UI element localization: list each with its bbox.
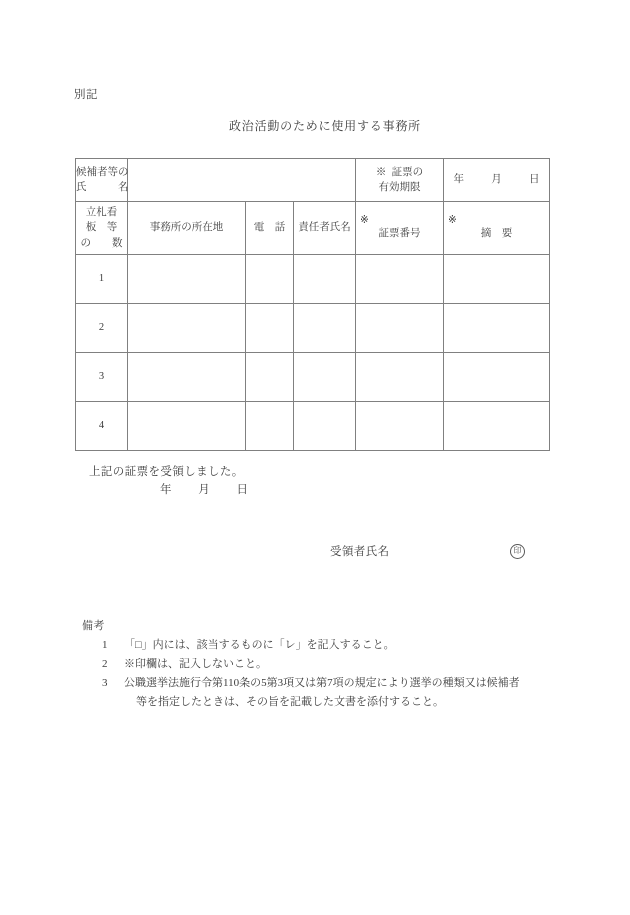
column-header-phone: 電 話 [246,202,294,255]
table-row [76,255,550,304]
note-text: ※印欄は、記入しないこと。 [124,657,267,670]
ticket-number-marker-icon: ※ [360,215,369,227]
row-manager-input[interactable] [294,402,356,451]
row-ticket-number-input[interactable] [356,255,444,304]
column-header-remarks [444,202,550,255]
page-title: 政治活動のために使用する事務所 [228,119,421,133]
bekki-label: 別記 [74,89,98,101]
row-phone-input[interactable] [246,402,294,451]
receipt-date-input[interactable] [160,481,248,497]
table-column-header-row [76,202,550,255]
validity-day-label: 日 [529,174,540,186]
note-item [82,636,552,655]
row-ticket-number-input[interactable] [356,304,444,353]
candidate-name-label-line2: 氏 名 [76,182,129,193]
row-manager-input[interactable] [294,255,356,304]
ticket-number-label: 証票番号 [378,227,421,239]
seal-stamp-icon [510,543,525,559]
office-form-table [75,158,550,451]
row-phone-input[interactable] [246,255,294,304]
note-number: 1 [102,638,108,651]
validity-label-line2: 有効期限 [378,182,421,193]
receiver-signature-field[interactable] [330,543,530,559]
note-text: 「□」内には、該当するものに「レ」を記入すること。 [124,638,395,651]
remarks-label: 摘 要 [480,227,513,239]
remarks-marker-icon: ※ [448,215,457,227]
validity-date-input[interactable] [444,159,550,202]
table-row [76,402,550,451]
row-ticket-number-input[interactable] [356,353,444,402]
row-remarks-input[interactable] [444,255,550,304]
table-header-row-candidate [76,159,550,202]
receipt-day-label: 日 [236,484,248,496]
note-number: 2 [102,657,108,670]
row-address-input[interactable] [128,304,246,353]
row-phone-input[interactable] [246,353,294,402]
validity-date-fields [454,172,540,187]
validity-label-text1: 証票の [391,166,424,178]
row-number: 3 [76,353,128,402]
validity-period-label [356,159,444,202]
notes-section [82,617,552,712]
note-item [82,674,552,712]
row-number: 4 [76,402,128,451]
signboard-count-line2: 板 等 [85,222,118,234]
note-number: 3 [102,676,108,689]
column-header-ticket-number [356,202,444,255]
column-header-address: 事務所の所在地 [128,202,246,255]
row-address-input[interactable] [128,255,246,304]
row-remarks-input[interactable] [444,304,550,353]
receiver-signature-label: 受領者氏名 [330,546,390,558]
receipt-statement: 上記の証票を受領しました。 [89,466,244,478]
receipt-year-label: 年 [160,484,199,496]
validity-year-label: 年 [453,174,492,186]
row-manager-input[interactable] [294,353,356,402]
table-row [76,353,550,402]
validity-marker-icon: ※ [375,166,387,178]
row-address-input[interactable] [128,353,246,402]
note-continuation: 等を指定したときは、その旨を記載した文書を添付すること。 [136,695,444,708]
signboard-count-line3: の 数 [80,237,123,249]
note-item [82,655,552,674]
notes-heading: 備考 [82,620,105,632]
row-manager-input[interactable] [294,304,356,353]
table-row [76,304,550,353]
row-remarks-input[interactable] [444,353,550,402]
row-number: 2 [76,304,128,353]
row-address-input[interactable] [128,402,246,451]
row-remarks-input[interactable] [444,402,550,451]
signboard-count-line1: 立札看 [85,207,118,219]
validity-month-label: 月 [491,174,530,186]
row-ticket-number-input[interactable] [356,402,444,451]
seal-glyph: 印 [510,544,525,559]
note-text: 公職選挙法施行令第110条の5第3項又は第7項の規定により選挙の種類又は候補者 [124,676,520,689]
candidate-name-input[interactable] [128,159,356,202]
validity-label-line1 [356,165,443,180]
row-phone-input[interactable] [246,304,294,353]
row-number: 1 [76,255,128,304]
candidate-name-label-line1: 候補者等の [76,166,129,178]
column-header-signboard-count [76,202,128,255]
column-header-manager: 責任者氏名 [294,202,356,255]
candidate-name-label [76,159,128,202]
receipt-date-fields [160,481,248,497]
receipt-month-label: 月 [198,484,237,496]
